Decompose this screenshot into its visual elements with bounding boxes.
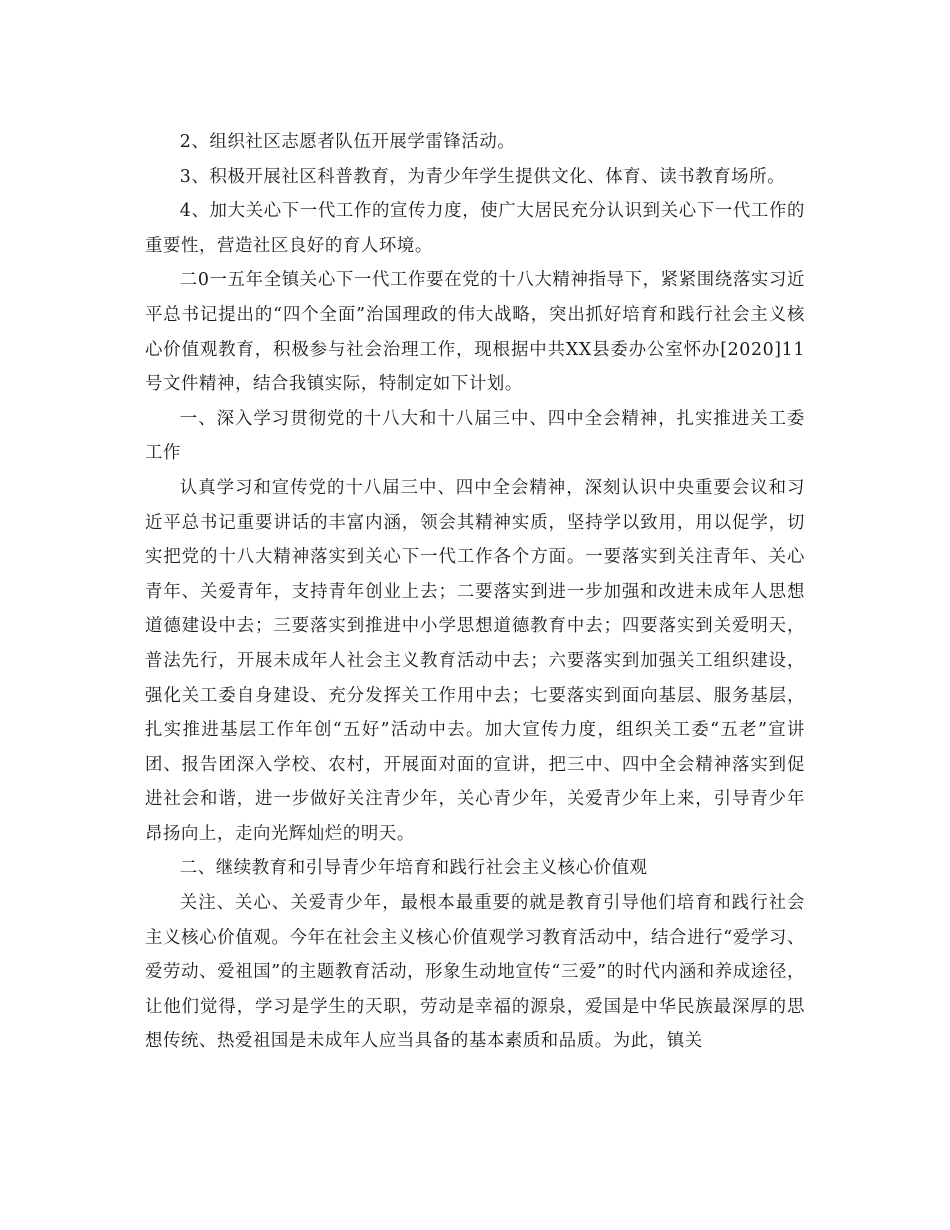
section-heading-1: 一、深入学习贯彻党的十八大和十八届三中、四中全会精神，扎实推进关工委工作 [145, 408, 805, 464]
paragraph-item-2: 2、组织社区志愿者队伍开展学雷锋活动。 [179, 132, 516, 152]
paragraph-item-3: 3、积极开展社区科普教育，为青少年学生提供文化、体育、读书教育场所。 [179, 166, 786, 187]
document-body [145, 125, 805, 1059]
paragraph-intro: 二0一五年全镇关心下一代工作要在党的十八大精神指导下，紧紧围绕落实习近平总书记提出的“四个全面”治国理政的伟大战略，突出抓好培育和践行社会主义核心价值观教育，积极参与社会治理工作，现根据中共XX县委办公室怀办[2020]11号文件精神，结合我镇实际，特制定如下计划。 [145, 270, 805, 395]
paragraph-section-1: 认真学习和宣传党的十八届三中、四中全会精神，深刻认识中央重要会议和习近平总书记重要讲话的丰富内涵，领会其精神实质，坚持学以致用，用以促学，切实把党的十八大精神落实到关心下一代工作各个方面。一要落实到关注青年、关心青年、关爱青年，支持青年创业上去；二要落实到进一步加强和改进未成年人思想道德建设中去；三要落实到推进中小学思想道德教育中去；四要落实到关爱明天，普法先行，开展未成年人社会主义教育活动中去；六要落实到加强关工组织建设，强化关工委自身建设、充分发挥关工作用中去；七要落实到面向基层、服务基层，扎实推进基层工作年创“五好”活动中去。加大宣传力度，组织关工委“五老”宣讲团、报告团深入学校、农村，开展面对面的宣讲，把三中、四中全会精神落实到促进社会和谐，进一步做好关注青少年，关心青少年，关爱青少年上来，引导青少年昂扬向上，走向光辉灿烂的明天。 [145, 477, 806, 844]
paragraph-item-4: 4、加大关心下一代工作的宣传力度，使广大居民充分认识到关心下一代工作的重要性，营造社区良好的育人环境。 [145, 201, 805, 256]
section-heading-2: 二、继续教育和引导青少年培育和践行社会主义核心价值观 [179, 858, 648, 879]
paragraph-section-2: 关注、关心、关爱青少年，最根本最重要的就是教育引导他们培育和践行社会主义核心价值观。今年在社会主义核心价值观学习教育活动中，结合进行“爱学习、爱劳动、爱祖国”的主题教育活动，形象生动地宣传“三爱”的时代内涵和养成途径，让他们觉得，学习是学生的天职，劳动是幸福的源泉，爱国是中华民族最深厚的思想传统、热爱祖国是未成年人应当具备的基本素质和品质。为此，镇关 [145, 893, 805, 1052]
